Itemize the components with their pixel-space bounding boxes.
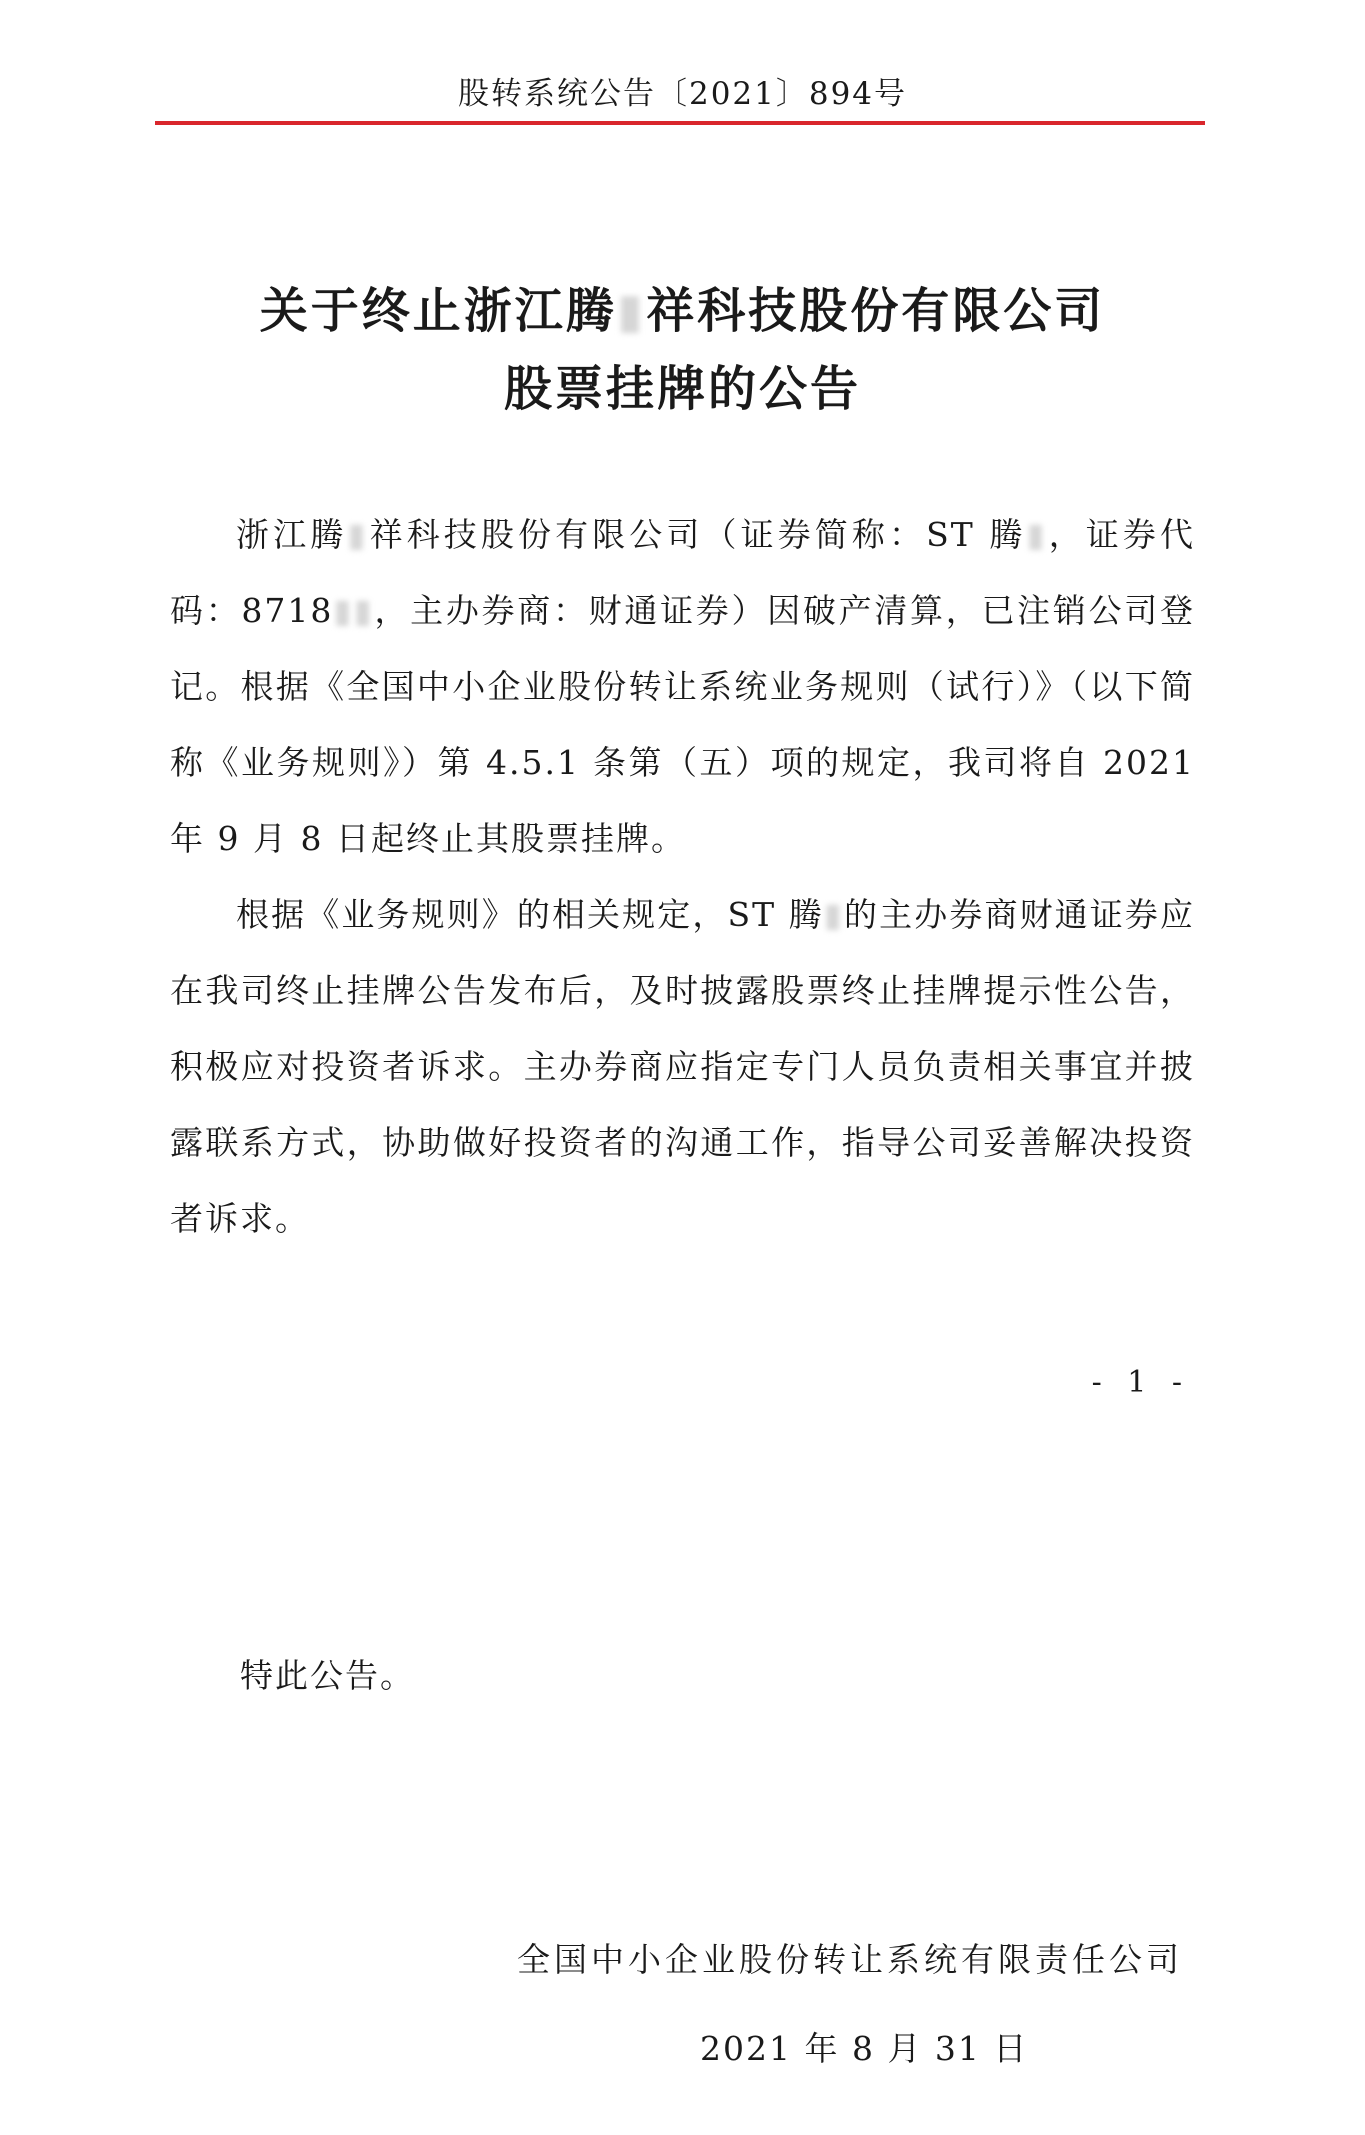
- body-paragraph-2: [170, 877, 1195, 1257]
- p1-redacted-2: ▮: [1026, 515, 1047, 554]
- p1-text-2: 祥科技股份有限公司（证券简称：ST 腾: [367, 515, 1027, 554]
- issue-date: 2021 年 8 月 31 日: [700, 2029, 1029, 2068]
- title-line-2: 股票挂牌的公告: [503, 361, 861, 417]
- p1-redacted-3: ▮▮: [333, 591, 374, 630]
- p1-text-1: 浙江腾: [236, 515, 348, 554]
- document-number: 股转系统公告〔2021〕894号: [457, 76, 908, 112]
- title-redacted-char: ▮: [616, 283, 647, 339]
- closing-statement: 特此公告。: [240, 1656, 415, 1695]
- p2-text-2: 的主办券商财通证券应在我司终止挂牌公告发布后，及时披露股票终止挂牌提示性公告，积极应对投资者诉求。主办券商应指定专门人员负责相关事宜并披露联系方式，协助做好投资者的沟通工作，指导公司妥善解决投资者诉求。: [170, 895, 1195, 1238]
- p1-text-4: ，主办券商：财通证券）因破产清算，已注销公司登记。根据《全国中小企业股份转让系统业务规则（试行）》（以下简称《业务规则》）第 4.5.1 条第（五）项的规定，我司将自 2021 年 9 月 8 日起终止其股票挂牌。: [170, 591, 1196, 858]
- p2-text-1: 根据《业务规则》的相关规定，ST 腾: [236, 895, 824, 934]
- p1-redacted-1: ▮: [347, 515, 368, 554]
- page-number: - 1 -: [1091, 1365, 1190, 1400]
- header-red-rule: [155, 121, 1205, 125]
- title-part-a: 关于终止浙江腾: [259, 283, 617, 339]
- title-part-b: 祥科技股份有限公司: [646, 283, 1106, 339]
- title-line-1: [0, 272, 1365, 341]
- p1-text-3: ，证券代码：8718: [170, 515, 1196, 630]
- p2-redacted-1: ▮: [823, 895, 844, 934]
- body-paragraph-1: [170, 497, 1195, 877]
- issuer-signature: 全国中小企业股份转让系统有限责任公司: [517, 1940, 1183, 1979]
